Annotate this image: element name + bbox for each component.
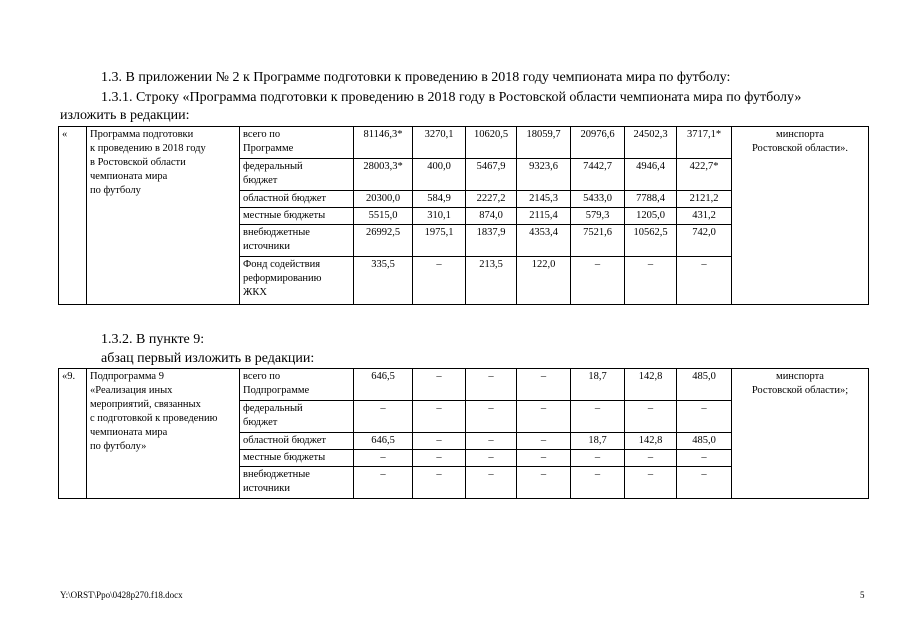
value-cell: – <box>677 401 732 433</box>
value-cell: 213,5 <box>466 257 517 305</box>
value-cell: – <box>677 450 732 467</box>
value-cell: 5433,0 <box>571 191 625 208</box>
value-cell: – <box>625 467 677 499</box>
value-cell: – <box>517 433 571 450</box>
table-row <box>59 369 869 401</box>
funding-source-label: внебюджетные источники <box>240 225 354 257</box>
row-marker: «9. <box>59 369 87 499</box>
program-name: Подпрограмма 9 «Реализация иных мероприятий, связанных с подготовкой к проведению чемпионата мира по футболу» <box>87 369 240 499</box>
value-cell: 26992,5 <box>354 225 413 257</box>
funding-source-label: внебюджетные источники <box>240 467 354 499</box>
value-cell: 5467,9 <box>466 159 517 191</box>
value-cell: – <box>677 257 732 305</box>
value-cell: 874,0 <box>466 208 517 225</box>
value-cell: 584,9 <box>413 191 466 208</box>
footer-file-path: Y:\ORST\Ppo\0428p270.f18.docx <box>60 590 183 600</box>
funding-source-label: федеральный бюджет <box>240 401 354 433</box>
value-cell: – <box>354 401 413 433</box>
paragraph-edit-intro-2: абзац первый изложить в редакции: <box>101 351 315 366</box>
program-name: Программа подготовки к проведению в 2018 году в Ростовской области чемпионата мира по футболу <box>87 127 240 305</box>
value-cell: – <box>413 257 466 305</box>
value-cell: – <box>466 433 517 450</box>
value-cell: – <box>354 450 413 467</box>
value-cell: 81146,3* <box>354 127 413 159</box>
value-cell: 20976,6 <box>571 127 625 159</box>
value-cell: 646,5 <box>354 369 413 401</box>
value-cell: 122,0 <box>517 257 571 305</box>
value-cell: 28003,3* <box>354 159 413 191</box>
value-cell: – <box>571 467 625 499</box>
value-cell: 1205,0 <box>625 208 677 225</box>
paragraph-1-3-1: 1.3.1. Строку «Программа подготовки к проведению в 2018 году в Ростовской области чемпионата мира по футболу» <box>101 90 802 105</box>
executor: минспорта Ростовской области». <box>732 127 869 305</box>
value-cell: – <box>571 257 625 305</box>
value-cell: 579,3 <box>571 208 625 225</box>
value-cell: 422,7* <box>677 159 732 191</box>
value-cell: 142,8 <box>625 369 677 401</box>
funding-source-label: областной бюджет <box>240 433 354 450</box>
value-cell: 2115,4 <box>517 208 571 225</box>
value-cell: 5515,0 <box>354 208 413 225</box>
value-cell: 142,8 <box>625 433 677 450</box>
value-cell: 1837,9 <box>466 225 517 257</box>
value-cell: 18,7 <box>571 369 625 401</box>
value-cell: 1975,1 <box>413 225 466 257</box>
value-cell: – <box>625 450 677 467</box>
value-cell: – <box>571 450 625 467</box>
value-cell: – <box>517 369 571 401</box>
value-cell: 2227,2 <box>466 191 517 208</box>
program-table <box>58 126 869 305</box>
value-cell: 7521,6 <box>571 225 625 257</box>
row-marker: « <box>59 127 87 305</box>
value-cell: 646,5 <box>354 433 413 450</box>
value-cell: – <box>466 369 517 401</box>
executor: минспорта Ростовской области»; <box>732 369 869 499</box>
value-cell: 310,1 <box>413 208 466 225</box>
value-cell: 24502,3 <box>625 127 677 159</box>
value-cell: 3717,1* <box>677 127 732 159</box>
funding-source-label: Фонд содействия реформированию ЖКХ <box>240 257 354 305</box>
value-cell: 10620,5 <box>466 127 517 159</box>
value-cell: 431,2 <box>677 208 732 225</box>
value-cell: – <box>354 467 413 499</box>
value-cell: – <box>677 467 732 499</box>
value-cell: 10562,5 <box>625 225 677 257</box>
value-cell: – <box>413 450 466 467</box>
value-cell: 742,0 <box>677 225 732 257</box>
value-cell: – <box>413 401 466 433</box>
value-cell: – <box>517 401 571 433</box>
paragraph-1-3: 1.3. В приложении № 2 к Программе подготовки к проведению в 2018 году чемпионата мира по футболу: <box>101 70 731 85</box>
value-cell: 3270,1 <box>413 127 466 159</box>
value-cell: 4946,4 <box>625 159 677 191</box>
value-cell: 2121,2 <box>677 191 732 208</box>
funding-source-label: местные бюджеты <box>240 450 354 467</box>
value-cell: 4353,4 <box>517 225 571 257</box>
value-cell: – <box>625 401 677 433</box>
value-cell: 9323,6 <box>517 159 571 191</box>
value-cell: 485,0 <box>677 433 732 450</box>
paragraph-1-3-2: 1.3.2. В пункте 9: <box>101 332 205 347</box>
value-cell: – <box>466 450 517 467</box>
value-cell: – <box>413 433 466 450</box>
value-cell: – <box>413 369 466 401</box>
funding-source-label: всего по Подпрограмме <box>240 369 354 401</box>
value-cell: – <box>571 401 625 433</box>
value-cell: 485,0 <box>677 369 732 401</box>
value-cell: – <box>517 450 571 467</box>
value-cell: 335,5 <box>354 257 413 305</box>
funding-source-label: местные бюджеты <box>240 208 354 225</box>
value-cell: – <box>466 401 517 433</box>
funding-source-label: федеральный бюджет <box>240 159 354 191</box>
value-cell: 7442,7 <box>571 159 625 191</box>
value-cell: – <box>413 467 466 499</box>
value-cell: 2145,3 <box>517 191 571 208</box>
value-cell: 20300,0 <box>354 191 413 208</box>
value-cell: 18059,7 <box>517 127 571 159</box>
value-cell: – <box>625 257 677 305</box>
value-cell: – <box>517 467 571 499</box>
value-cell: 18,7 <box>571 433 625 450</box>
subprogram-table <box>58 368 869 499</box>
value-cell: 400,0 <box>413 159 466 191</box>
funding-source-label: областной бюджет <box>240 191 354 208</box>
table-row <box>59 127 869 159</box>
footer-page-number: 5 <box>860 590 865 600</box>
value-cell: – <box>466 467 517 499</box>
value-cell: 7788,4 <box>625 191 677 208</box>
funding-source-label: всего по Программе <box>240 127 354 159</box>
paragraph-edit-intro-1: изложить в редакции: <box>60 108 190 123</box>
